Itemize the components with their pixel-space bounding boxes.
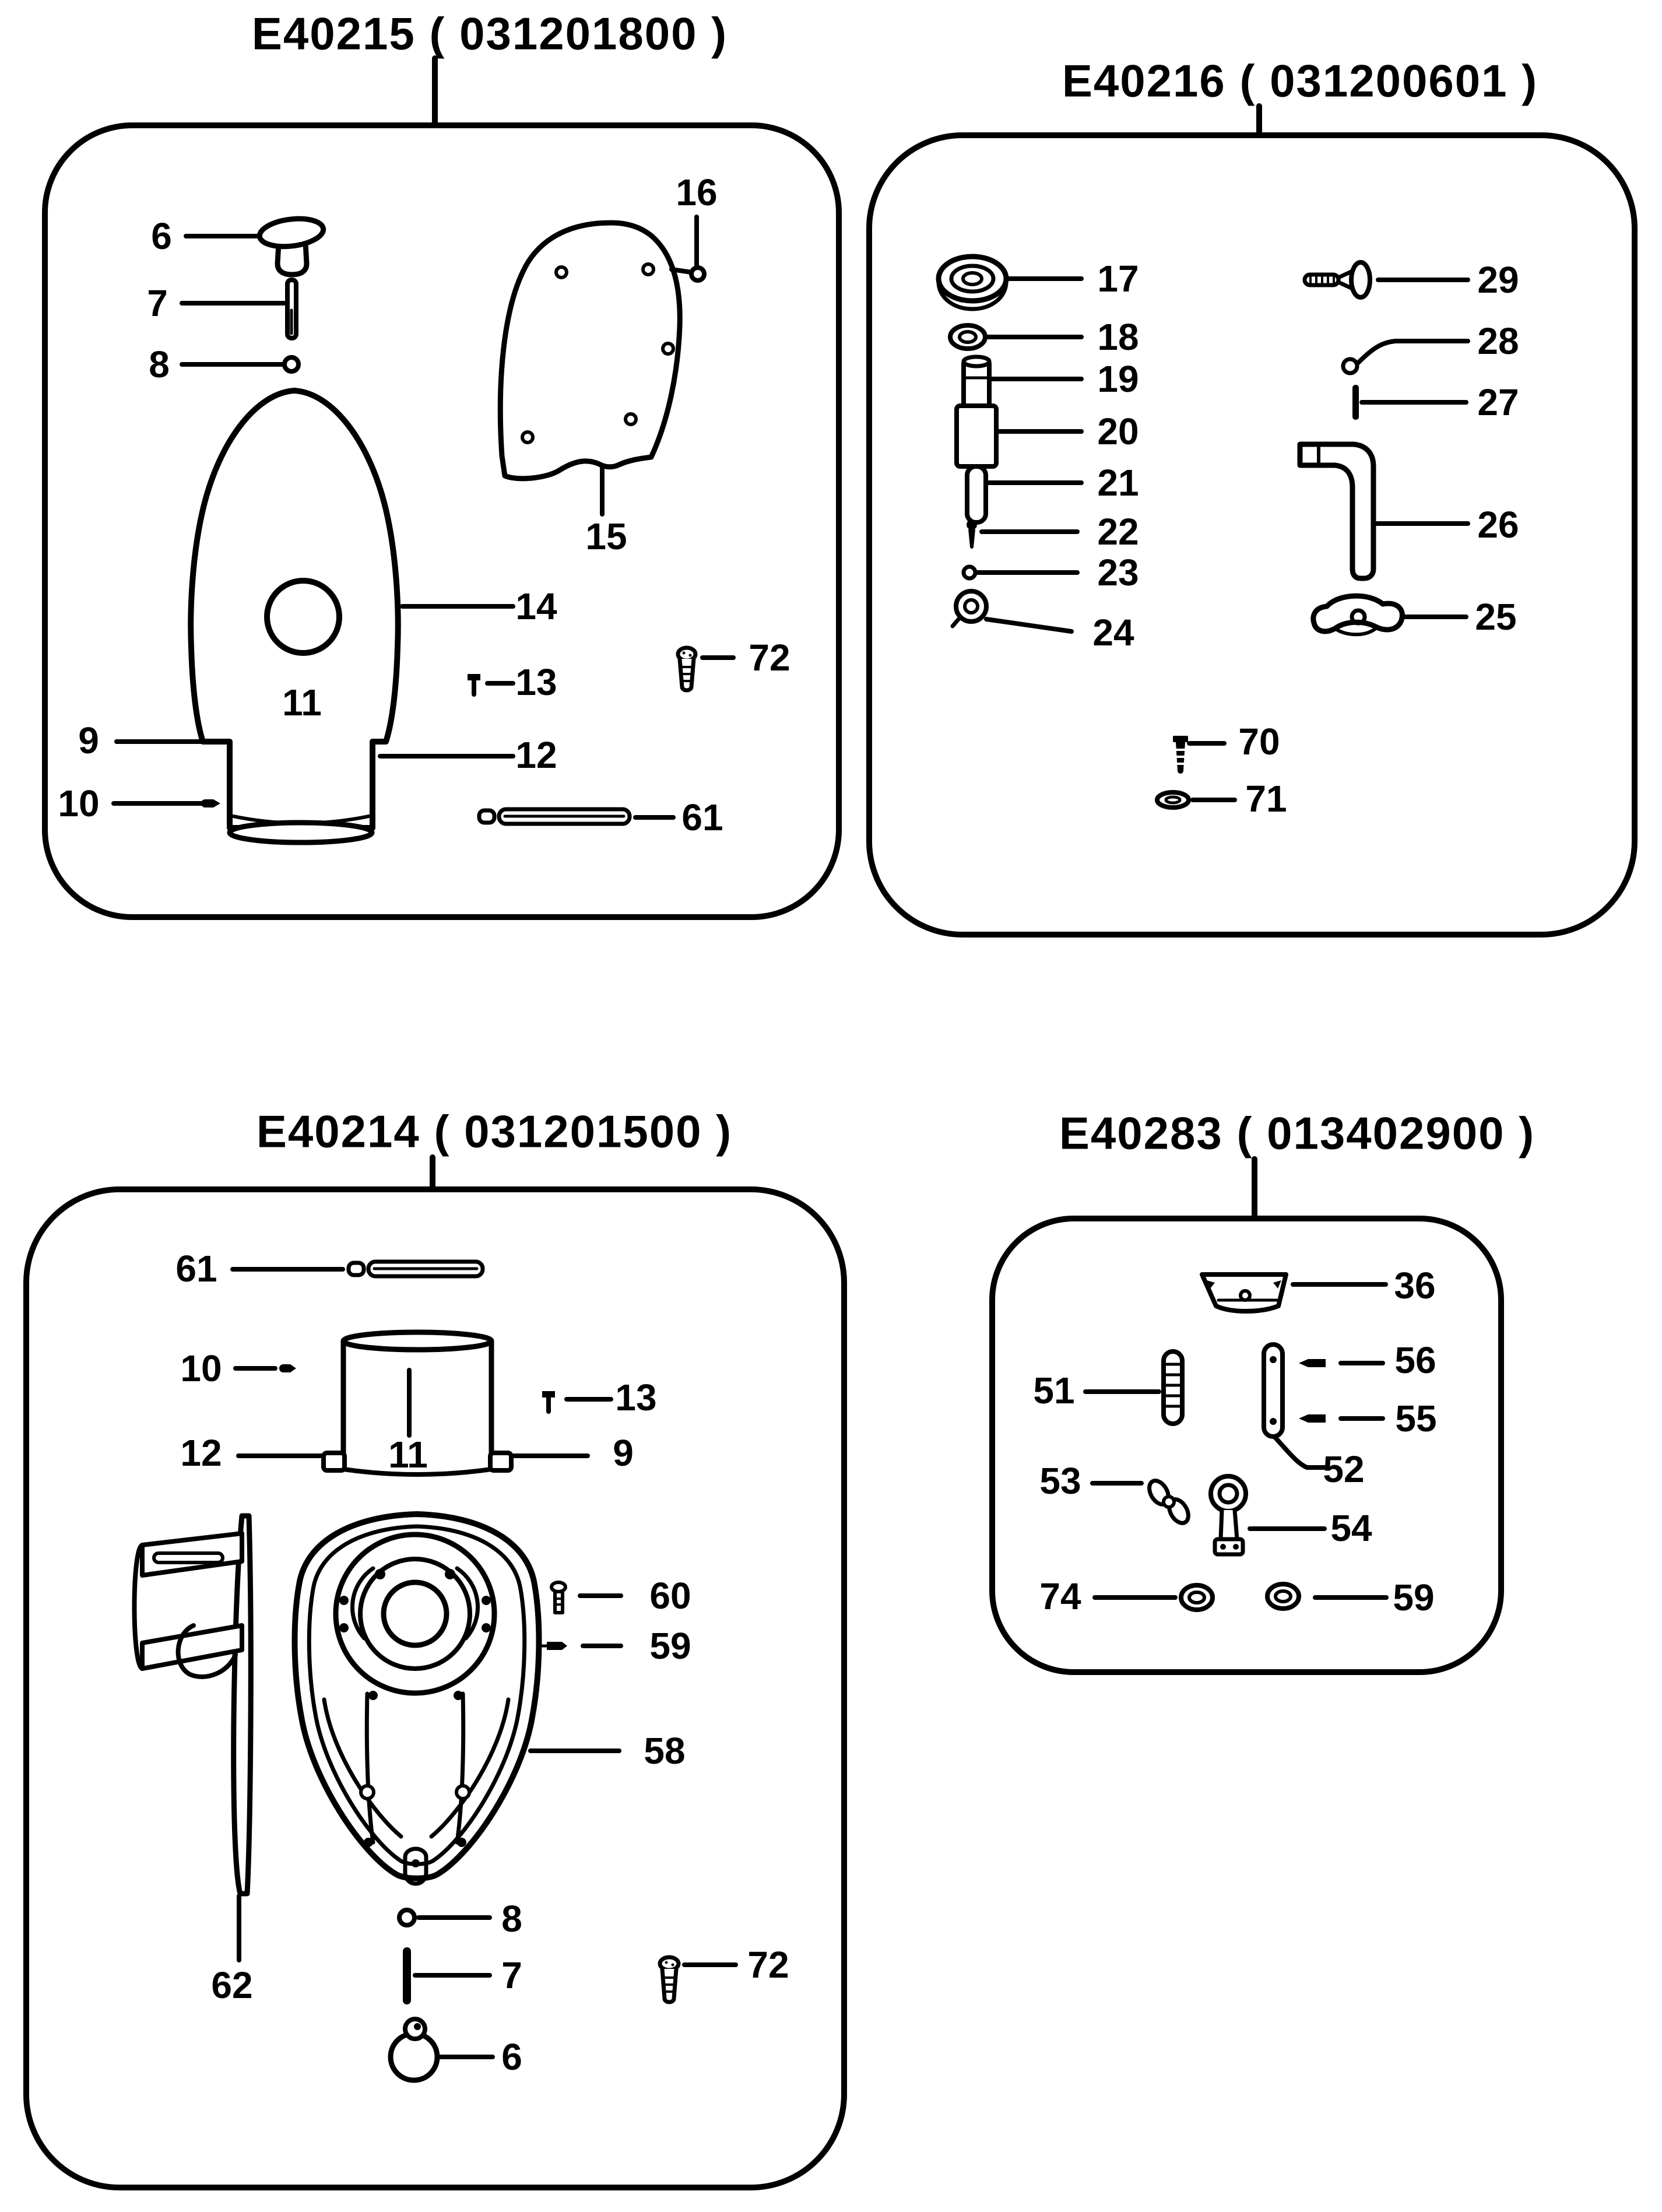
part-label-59-p4: 59 — [1393, 1577, 1435, 1618]
part-25-clamp-drawing — [1313, 596, 1402, 634]
part-72-screw-drawing-p3 — [660, 1957, 679, 2002]
part-58-housing-drawing — [295, 1514, 539, 1884]
part-label-22: 22 — [1097, 511, 1139, 553]
part-label-9-p1: 9 — [78, 719, 99, 761]
part-61-strip-drawing-p1 — [479, 809, 630, 824]
panel-title-e40215: E40215 ( 031201800 ) — [251, 8, 728, 59]
part-label-8-p1: 8 — [149, 343, 170, 385]
part-7-pin-drawing — [287, 280, 296, 338]
part-18-washer-drawing — [950, 325, 985, 349]
part-61-strip-drawing-p3 — [349, 1262, 483, 1276]
part-label-56: 56 — [1394, 1339, 1436, 1381]
part-71-washer-drawing — [1157, 792, 1189, 807]
part-label-59-p3: 59 — [649, 1625, 691, 1667]
part-label-25: 25 — [1475, 596, 1517, 638]
part-label-26: 26 — [1477, 504, 1519, 546]
part-55-pin-drawing — [1299, 1414, 1326, 1423]
part-label-54: 54 — [1330, 1507, 1372, 1549]
part-19-20-21-spindle-drawing — [957, 357, 996, 522]
part-label-19: 19 — [1097, 358, 1139, 400]
part-label-12-p3: 12 — [180, 1432, 222, 1474]
panel-title-e40214: E40214 ( 031201500 ) — [256, 1105, 733, 1157]
part-label-12-p1: 12 — [515, 734, 557, 776]
part-8-ball-drawing-p3 — [399, 1910, 414, 1925]
part-60-screw-drawing — [551, 1582, 565, 1613]
part-22-screw-drawing — [967, 519, 977, 549]
part-label-23: 23 — [1097, 552, 1139, 594]
part-label-71: 71 — [1245, 778, 1287, 820]
part-13-screw-drawing-p1 — [468, 674, 480, 697]
part-label-21: 21 — [1097, 462, 1139, 504]
part-label-61-p1: 61 — [681, 796, 723, 838]
part-label-10-p3: 10 — [180, 1347, 222, 1389]
part-label-18: 18 — [1097, 316, 1139, 358]
part-52-pin-drawing — [1264, 1344, 1282, 1437]
part-label-6-p3: 6 — [501, 2036, 522, 2078]
part-label-7-p1: 7 — [147, 282, 168, 324]
part-label-11-p3: 11 — [388, 1434, 428, 1476]
part-72-screw-drawing-p1 — [678, 648, 695, 690]
part-label-17: 17 — [1097, 258, 1139, 300]
part-74-ring-drawing — [1181, 1585, 1213, 1610]
part-label-53: 53 — [1039, 1460, 1081, 1502]
part-label-74: 74 — [1039, 1575, 1081, 1617]
part-label-58-p3: 58 — [644, 1730, 686, 1772]
part-36-bracket-drawing — [1202, 1274, 1286, 1311]
part-label-13-p3: 13 — [615, 1377, 657, 1419]
panel-title-e40216: E40216 ( 031200601 ) — [1062, 55, 1538, 107]
leader-lines-e40216 — [977, 279, 1468, 800]
part-label-36: 36 — [1394, 1265, 1436, 1307]
part-10-pin-drawing-p1 — [201, 799, 220, 807]
part-label-70: 70 — [1238, 721, 1280, 763]
panel-title-e40283: E40283 ( 013402900 ) — [1059, 1107, 1535, 1159]
part-13-screw-drawing-p3 — [542, 1391, 555, 1414]
part-label-15-p1: 15 — [585, 515, 627, 557]
part-label-20: 20 — [1097, 410, 1139, 452]
part-15-cover-plate-drawing — [500, 223, 680, 479]
part-label-55: 55 — [1395, 1398, 1437, 1439]
part-label-10-p1: 10 — [58, 782, 100, 824]
part-label-60-p3: 60 — [649, 1575, 691, 1617]
part-24-grommet-drawing — [953, 591, 986, 626]
part-54-rod-end-drawing — [1211, 1476, 1246, 1554]
part-label-8-p3: 8 — [501, 1898, 522, 1940]
part-10-pin-drawing-p3 — [279, 1364, 296, 1372]
part-28-rod-drawing — [1343, 359, 1357, 373]
part-label-16-p1: 16 — [676, 171, 718, 213]
part-59-ring-drawing-p4 — [1267, 1584, 1299, 1609]
part-59-pin-drawing-p3 — [542, 1642, 567, 1650]
part-label-24: 24 — [1092, 612, 1134, 654]
part-label-29: 29 — [1477, 259, 1519, 301]
part-label-13-p1: 13 — [515, 661, 557, 703]
part-label-72-p3: 72 — [747, 1944, 789, 1986]
part-label-9-p3: 9 — [613, 1432, 634, 1474]
part-29-knob-drawing — [1305, 262, 1370, 297]
part-6-suction-cup-drawing-p3 — [391, 2019, 437, 2080]
part-label-14-p1: 14 — [515, 585, 557, 627]
part-label-72-p1: 72 — [749, 637, 790, 679]
part-6-suction-cup-drawing — [258, 215, 325, 275]
part-53-wing-nut-drawing — [1146, 1477, 1192, 1526]
part-62-fin-drawing — [135, 1516, 251, 1894]
part-51-spring-drawing — [1164, 1351, 1182, 1424]
part-label-7-p3: 7 — [501, 1954, 522, 1996]
part-27-pin-drawing — [1352, 385, 1359, 420]
part-label-62-p3: 62 — [211, 1964, 253, 2006]
part-8-ball-drawing — [284, 357, 298, 371]
part-56-pin-drawing — [1299, 1359, 1326, 1367]
part-label-28: 28 — [1477, 320, 1519, 362]
part-label-27: 27 — [1477, 381, 1519, 423]
part-26-hex-key-drawing — [1300, 444, 1373, 578]
part-70-screw-drawing — [1173, 736, 1188, 774]
part-17-bearing-drawing — [939, 257, 1006, 309]
part-23-ring-drawing — [964, 567, 975, 578]
part-label-61-p3: 61 — [175, 1248, 217, 1290]
part-label-51: 51 — [1033, 1370, 1075, 1412]
panel-border-e40215 — [45, 58, 839, 917]
part-label-52: 52 — [1323, 1448, 1365, 1490]
part-label-6-p1: 6 — [151, 215, 172, 257]
part-7-pin-drawing-p3 — [403, 1947, 411, 2004]
part-label-11-p1: 11 — [282, 682, 322, 724]
part-14-body-drawing — [191, 391, 398, 842]
